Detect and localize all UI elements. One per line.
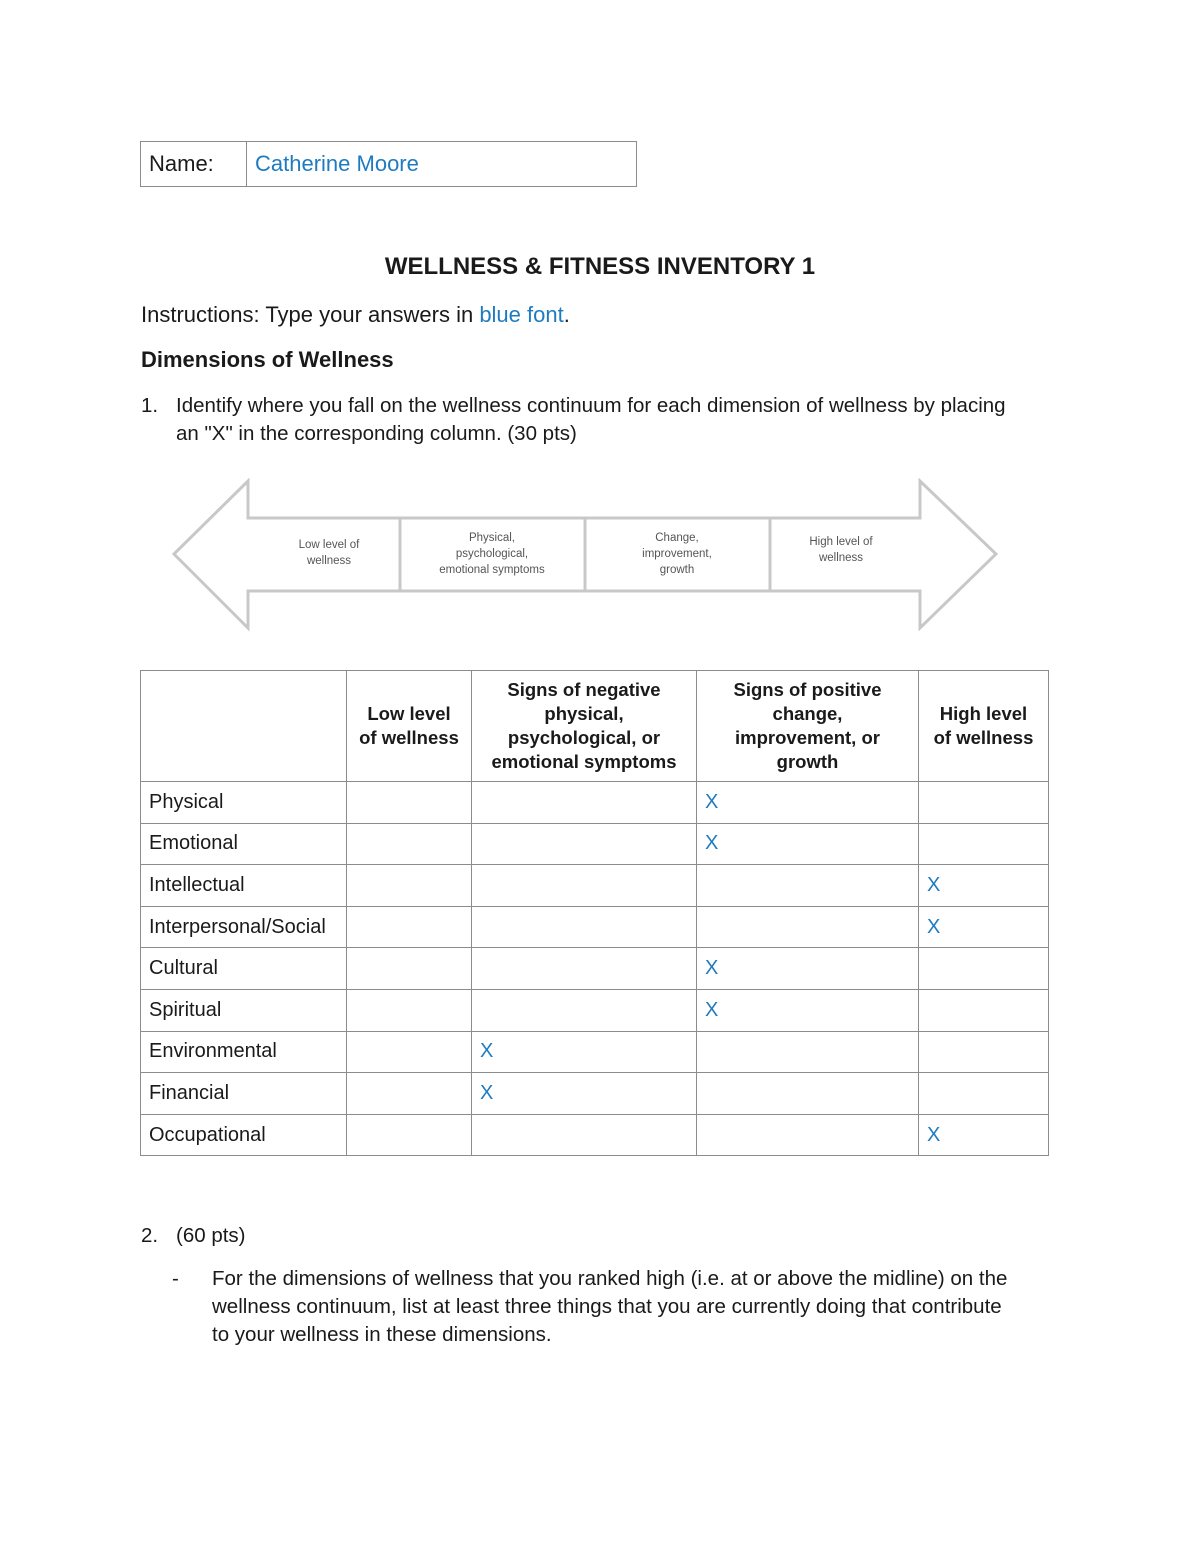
- row-label: Interpersonal/Social: [141, 906, 347, 948]
- table-row: [141, 865, 1049, 907]
- cell-low[interactable]: [347, 865, 472, 907]
- cell-high[interactable]: X: [919, 906, 1049, 948]
- bullet-marker: -: [172, 1267, 179, 1290]
- table-header-row: [141, 671, 1049, 782]
- row-label: Spiritual: [141, 989, 347, 1031]
- cell-high[interactable]: X: [919, 865, 1049, 907]
- header-negative-symptoms: [472, 671, 697, 782]
- continuum-segment-3-line-1: Change,: [655, 532, 699, 544]
- table-row: [141, 782, 1049, 824]
- question-1: [141, 392, 1061, 452]
- name-field[interactable]: Catherine Moore: [247, 142, 637, 187]
- continuum-segment-2-line-3: emotional symptoms: [439, 564, 545, 576]
- instructions-highlight: blue font: [479, 302, 564, 327]
- bullet-line: For the dimensions of wellness that you ranked high (i.e. at or above the midline) on the: [212, 1267, 1008, 1290]
- table-row: [141, 1114, 1049, 1156]
- cell-low[interactable]: [347, 1073, 472, 1115]
- cell-positive[interactable]: [697, 906, 919, 948]
- question-1-line-1: Identify where you fall on the wellness continuum for each dimension of wellness by placing: [176, 394, 1006, 417]
- header-positive-line: Signs of positive: [733, 679, 882, 700]
- table-row: [141, 1073, 1049, 1115]
- table-row: [141, 906, 1049, 948]
- cell-negative[interactable]: [472, 906, 697, 948]
- cell-low[interactable]: [347, 1114, 472, 1156]
- continuum-segment-3-line-2: improvement,: [642, 548, 712, 560]
- cell-low[interactable]: [347, 1031, 472, 1073]
- bullet-line: wellness continuum, list at least three things that you are currently doing that contribute: [212, 1295, 1002, 1318]
- cell-negative[interactable]: [472, 989, 697, 1031]
- continuum-segment-4-line-1: High level of: [809, 536, 873, 548]
- header-positive-line: growth: [776, 751, 839, 772]
- continuum-segment-4-line-2: wellness: [818, 552, 864, 564]
- row-label: Emotional: [141, 823, 347, 865]
- question-1-text: [176, 392, 1006, 448]
- bullet-line: to your wellness in these dimensions.: [212, 1323, 552, 1346]
- instructions: [141, 302, 570, 328]
- continuum-segment-2-line-1: Physical,: [468, 532, 516, 544]
- question-1-line-2: an "X" in the corresponding column. (30 pts): [176, 422, 577, 445]
- table-row: [141, 823, 1049, 865]
- header-high-level: [919, 671, 1049, 782]
- cell-positive[interactable]: X: [697, 823, 919, 865]
- cell-negative[interactable]: [472, 823, 697, 865]
- row-label: Environmental: [141, 1031, 347, 1073]
- header-dimension: [141, 671, 347, 782]
- cell-negative[interactable]: [472, 1114, 697, 1156]
- cell-positive[interactable]: [697, 865, 919, 907]
- page-title: WELLNESS & FITNESS INVENTORY 1: [384, 253, 816, 280]
- header-high-line: High level: [939, 703, 1028, 724]
- cell-high[interactable]: [919, 823, 1049, 865]
- table-row: [141, 989, 1049, 1031]
- continuum-segment-2-line-2: psychological,: [455, 548, 529, 560]
- question-2-number: 2.: [141, 1224, 159, 1247]
- header-positive-change: [697, 671, 919, 782]
- header-low-line: of wellness: [359, 727, 459, 748]
- row-label: Financial: [141, 1073, 347, 1115]
- cell-low[interactable]: [347, 782, 472, 824]
- row-label: Occupational: [141, 1114, 347, 1156]
- continuum-segment-1-line-2: wellness: [306, 555, 352, 567]
- header-low-level: [347, 671, 472, 782]
- instructions-prefix: Instructions: Type your answers in: [141, 302, 480, 327]
- cell-low[interactable]: [347, 989, 472, 1031]
- cell-negative[interactable]: [472, 865, 697, 907]
- row-label: Physical: [141, 782, 347, 824]
- name-label: Name:: [141, 142, 247, 187]
- cell-high[interactable]: [919, 948, 1049, 990]
- row-label: Intellectual: [141, 865, 347, 907]
- name-table: [140, 141, 637, 187]
- cell-positive[interactable]: [697, 1114, 919, 1156]
- instructions-suffix: .: [563, 302, 570, 327]
- section-title: Dimensions of Wellness: [141, 347, 394, 372]
- cell-negative[interactable]: [472, 782, 697, 824]
- cell-positive[interactable]: [697, 1073, 919, 1115]
- cell-positive[interactable]: X: [697, 989, 919, 1031]
- cell-high[interactable]: [919, 989, 1049, 1031]
- header-positive-line: improvement, or: [735, 727, 880, 748]
- cell-low[interactable]: [347, 906, 472, 948]
- header-positive-line: change,: [772, 703, 843, 724]
- cell-positive[interactable]: [697, 1031, 919, 1073]
- cell-high[interactable]: [919, 1031, 1049, 1073]
- cell-high[interactable]: X: [919, 1114, 1049, 1156]
- cell-negative[interactable]: X: [472, 1031, 697, 1073]
- bullet-text: [212, 1265, 1062, 1349]
- header-negative-line: emotional symptoms: [491, 751, 677, 772]
- cell-high[interactable]: [919, 1073, 1049, 1115]
- row-label: Cultural: [141, 948, 347, 990]
- cell-negative[interactable]: [472, 948, 697, 990]
- header-low-line: Low level: [367, 703, 451, 724]
- cell-positive[interactable]: X: [697, 948, 919, 990]
- header-negative-line: psychological, or: [507, 727, 661, 748]
- table-row: [141, 948, 1049, 990]
- continuum-segment-1-line-1: Low level of: [298, 539, 360, 551]
- header-negative-line: physical,: [544, 703, 624, 724]
- cell-negative[interactable]: X: [472, 1073, 697, 1115]
- continuum-segment-3-line-3: growth: [659, 564, 695, 576]
- cell-positive[interactable]: X: [697, 782, 919, 824]
- cell-high[interactable]: [919, 782, 1049, 824]
- wellness-table: [140, 670, 1049, 1156]
- cell-low[interactable]: [347, 948, 472, 990]
- wellness-continuum-diagram: [170, 478, 1000, 632]
- question-2-text: (60 pts): [176, 1224, 246, 1247]
- header-high-line: of wellness: [933, 727, 1034, 748]
- header-negative-line: Signs of negative: [507, 679, 661, 700]
- table-row: [141, 1031, 1049, 1073]
- cell-low[interactable]: [347, 823, 472, 865]
- question-2: [141, 1222, 1061, 1252]
- question-1-number: 1.: [141, 394, 159, 417]
